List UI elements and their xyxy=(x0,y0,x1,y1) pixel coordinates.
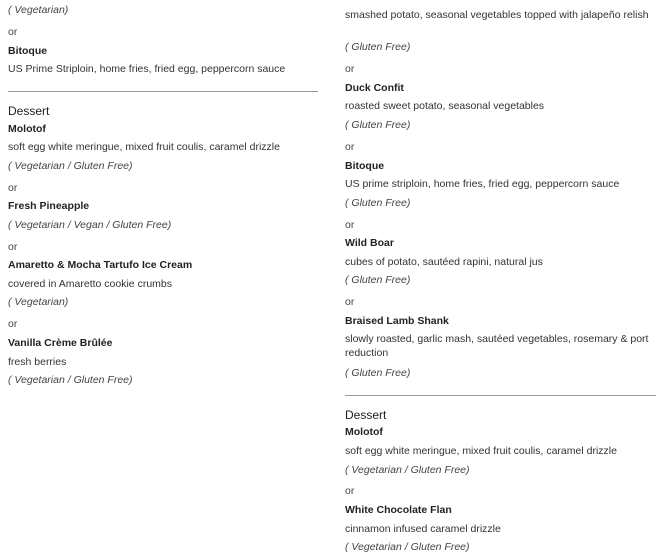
dietary-tag: ( Vegetarian / Gluten Free) xyxy=(8,374,133,386)
dish-description-tartufo: covered in Amaretto cookie crumbs xyxy=(8,278,172,290)
or-separator: or xyxy=(345,219,355,231)
dish-description-molotof: soft egg white meringue, mixed fruit coulis, caramel drizzle xyxy=(8,141,280,153)
dish-description-white-chocolate-flan: cinnamon infused caramel drizzle xyxy=(345,523,501,535)
dish-description-molotof: soft egg white meringue, mixed fruit coulis, caramel drizzle xyxy=(345,445,617,457)
dish-name-creme-brulee: Vanilla Crème Brûlée xyxy=(8,337,113,349)
dish-description-lamb-shank: slowly roasted, garlic mash, sautéed vegetables, rosemary & port reduction xyxy=(345,333,649,359)
dietary-tag: ( Gluten Free) xyxy=(345,197,411,209)
or-separator: or xyxy=(8,318,18,330)
dietary-tag: ( Vegetarian) xyxy=(8,296,69,308)
section-title-dessert: Dessert xyxy=(345,408,387,422)
dish-name-molotof: Molotof xyxy=(345,426,383,438)
or-separator: or xyxy=(345,63,355,75)
dietary-tag: ( Gluten Free) xyxy=(345,119,411,131)
or-separator: or xyxy=(345,141,355,153)
or-separator: or xyxy=(8,26,18,38)
dietary-tag: ( Gluten Free) xyxy=(345,367,411,379)
dietary-tag: ( Gluten Free) xyxy=(345,41,411,53)
dietary-tag: ( Vegetarian / Gluten Free) xyxy=(345,464,470,476)
dish-name-duck-confit: Duck Confit xyxy=(345,82,404,94)
dietary-tag: ( Vegetarian / Gluten Free) xyxy=(345,541,470,553)
section-divider xyxy=(8,91,318,92)
dietary-tag: ( Vegetarian) xyxy=(8,4,69,16)
dish-description-top: smashed potato, seasonal vegetables topped with jalapeño relish xyxy=(345,9,649,21)
or-separator: or xyxy=(8,241,18,253)
section-title-dessert: Dessert xyxy=(8,104,50,118)
dietary-tag: ( Vegetarian / Vegan / Gluten Free) xyxy=(8,219,172,231)
dish-description-wild-boar: cubes of potato, sautéed rapini, natural jus xyxy=(345,256,543,268)
dietary-tag: ( Gluten Free) xyxy=(345,274,411,286)
dish-name-wild-boar: Wild Boar xyxy=(345,237,394,249)
dish-name-white-chocolate-flan: White Chocolate Flan xyxy=(345,504,452,516)
or-separator: or xyxy=(8,182,18,194)
dish-name-molotof: Molotof xyxy=(8,123,46,135)
dish-name-lamb-shank: Braised Lamb Shank xyxy=(345,315,449,327)
dish-name-bitoque: Bitoque xyxy=(8,45,48,57)
dish-description-duck-confit: roasted sweet potato, seasonal vegetables xyxy=(345,100,545,112)
dish-description-bitoque: US prime striploin, home fries, fried egg, peppercorn sauce xyxy=(345,178,620,190)
dietary-tag: ( Vegetarian / Gluten Free) xyxy=(8,160,133,172)
dish-description-creme-brulee: fresh berries xyxy=(8,356,67,368)
or-separator: or xyxy=(345,485,355,497)
or-separator: or xyxy=(345,296,355,308)
dish-description-bitoque: US Prime Striploin, home fries, fried egg, peppercorn sauce xyxy=(8,63,286,75)
dish-name-tartufo: Amaretto & Mocha Tartufo Ice Cream xyxy=(8,259,193,271)
section-divider xyxy=(345,395,656,396)
dish-name-bitoque: Bitoque xyxy=(345,160,385,172)
dish-name-fresh-pineapple: Fresh Pineapple xyxy=(8,200,90,212)
